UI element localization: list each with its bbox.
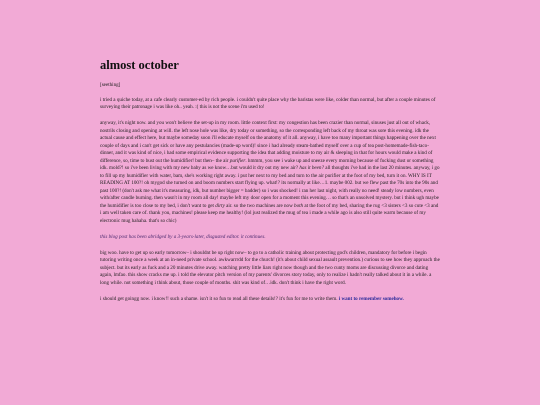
post-paragraph-4-text: i should get goingg now. i know!! such a shame. isn't it so fun to read all these details!? it's fun for me to write them.	[100, 295, 339, 302]
post-paragraph-2-text-d: air. so the two machines are now	[224, 202, 295, 209]
post-paragraph-1: i tried a quiche today, at a cafe clearly customer-ed by rich people. i couldn't quite place why the baristas were like, colder than normal, but after a couple minutes of surveying their patronage i was like oh.. yeah. :( this is not the scene i'm used to!	[100, 96, 436, 110]
post-paragraph-2-text-e: at the foot of my bed, sharing the rug <3 sisters <3 so cute <3 and i am well taken care of. thank you, machines! please keep me healthy! (lol just realized the mug of tea i made a while ago is also still quite warm because of my electronic mug hahaha. that's so chic)	[100, 202, 439, 224]
remember-link[interactable]: i want to remember somehow.	[338, 295, 404, 302]
post-paragraph-2-text-b: . hmmm, you see i wake up and sneeze every morning because of fucking dust or something idk. mold?! so i've been living with my new baby as we know…but would it dry out my new air?	[100, 157, 434, 171]
post-paragraph-2-emphasis-purifier: purifier	[229, 157, 246, 164]
post-paragraph-2-text-a: anyway, it's night now. and you won't believe the set-up in my room. little context first: my congestion has been crazier than normal, sinuses just all out of whack, nostrils closing and opening at will. the left nose hole was like, dry today or something, so the corresponding left back of my throat was sore this evening. idk the actual cause and effect here, but maybe someday soon i'll educate myself on the anatomy of it all. anyway, i have too many important things happening over the next couple of days and i can't get sick or have any pestulancies (made-up word)! since i had already steam-bathed myself over a cup of tea post-homemade-fish-taco-dinner, and it was kind of nice, i had some empirical evidence supporting the idea that adding moisture to my air & sleeping in that for hours would make a kind of difference, so, time to bust out the humidifier! but then– the air	[100, 120, 436, 164]
post-title: almost october	[100, 58, 179, 72]
editor-note: this blog post has been abridged by a 3-years-later, disgusted editor. it continues.	[100, 233, 266, 240]
blog-post	[100, 58, 440, 312]
post-paragraph-2-emphasis-dirty: dirty	[215, 202, 225, 209]
post-paragraph-2-emphasis-question: has it been?	[299, 165, 325, 171]
post-paragraph-2-text-c: all thoughts i've had in the last 20 minutes. anyway, i go to fill up my humidifier with water, bam, she's working right away. i put her next to my bed and turn to the air purifier at the foot of my bed, turn it on. WHY IS IT READING AT 100?! oh mygod she turned on and boom numbers start flying up. what!? its normally at like…1. maybe 002. but we flew past the 70s into the 90s and past 100?! (don't ask me what it's measuring, idk, but number bigger = badder) so i was shocked! i ran her last night, with really no need! steady low numbers, even with/after candle burning. then wasn't in my room all day! maybe left my door open for a moment this evening… so that's an unsolved mystery. but i think ugh maybe the humidifier is too close to my bed, i don't want to get	[100, 165, 440, 209]
post-paragraph-2	[100, 120, 440, 225]
post-paragraph-3: big woo. have to get up so early tomorrow– i shouldnt be up right now– to go to a catholic training about protecting god's children, mandatory for before i begin tutoring writing once a week at an in-need private school. awkwarrrdd for the church! (it's about child sexual assault prevention.) curious to see how they approach the subject. but its early as fuck and a 20 minutes drive away. watching pretty little liars right now though and the two cunty moms are discussing divorce and dating again, lmfao. this show cracks me up. i told the elevator pitch version of my parents' divorces story today, only to realize i hadn't really talked about it in a while. a long while. not something i think about, those couple of months. shit was kind of…idk. don't think i have the right word.	[100, 249, 440, 286]
post-paragraph-2-emphasis-both: both	[294, 202, 304, 209]
post-tag: [seething]	[100, 82, 121, 88]
post-paragraph-4	[100, 296, 440, 304]
